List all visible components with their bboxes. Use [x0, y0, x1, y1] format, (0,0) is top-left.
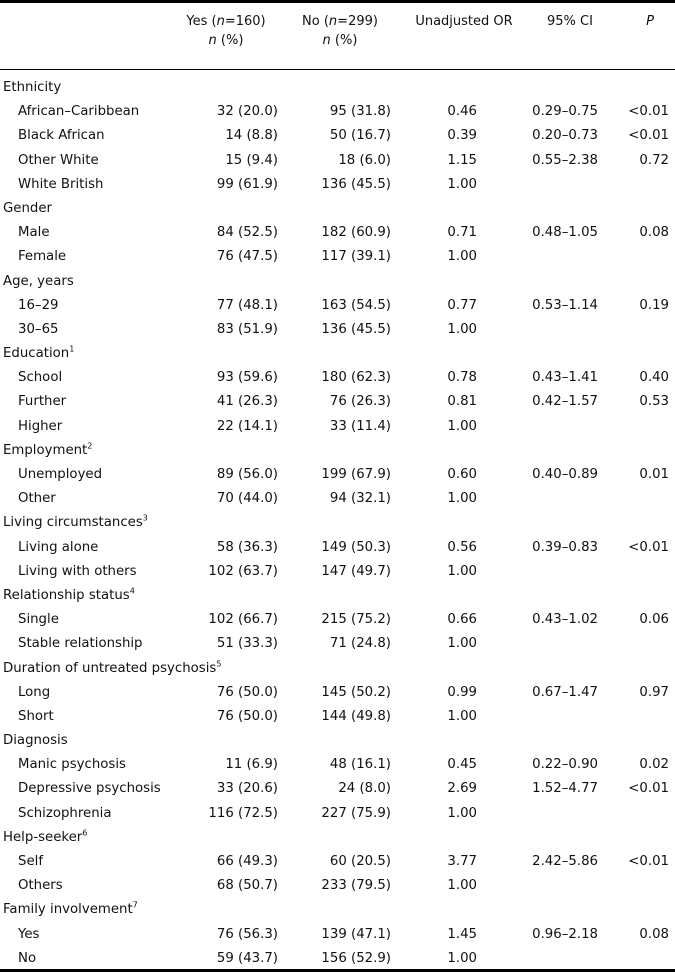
confidence-interval-cell: 0.40–0.89: [532, 467, 598, 482]
p-value-cell: 0.40: [639, 370, 669, 386]
table-row: [0, 245, 675, 269]
table-row: [0, 947, 675, 971]
footnote-marker: 2: [87, 441, 93, 451]
row-label: Stable relationship: [18, 636, 143, 652]
yes-count-cell: 32 (20.0): [216, 104, 278, 120]
section-label: Employment$^2$: [3, 441, 93, 458]
yes-count-cell: 15 (9.4): [225, 152, 278, 168]
row-label: Short: [18, 708, 54, 724]
yes-count-cell: 76 (50.0): [216, 708, 278, 724]
header-yes: Yes (n=160) n (%): [186, 14, 266, 48]
row-label: No: [18, 950, 37, 966]
row-label: Manic psychosis: [18, 757, 126, 773]
p-value-cell: 0.53: [639, 394, 669, 410]
table-row: [0, 705, 675, 729]
no-count-cell: 182 (60.9): [321, 225, 391, 241]
yes-count-cell: 89 (56.0): [216, 467, 278, 482]
confidence-interval-cell: 0.96–2.18: [532, 926, 598, 942]
odds-ratio-cell: 0.99: [447, 684, 477, 700]
section-heading: [0, 439, 675, 463]
footnote-marker: 6: [82, 828, 88, 838]
table-top-rule: [0, 0, 675, 3]
p-value-cell: <0.01: [628, 539, 669, 555]
section-label: Duration of untreated psychosis$^5$: [3, 659, 222, 676]
yes-count-cell: 102 (66.7): [208, 612, 278, 628]
no-count-cell: 147 (49.7): [321, 563, 391, 579]
confidence-interval-cell: 0.22–0.90: [532, 757, 598, 773]
yes-count-cell: 41 (26.3): [216, 394, 278, 410]
yes-count-cell: 76 (50.0): [216, 684, 278, 700]
odds-ratio-cell: 1.45: [447, 926, 477, 942]
row-label: Self: [18, 854, 43, 869]
confidence-interval-cell: 0.53–1.14: [532, 297, 598, 313]
table-row: [0, 608, 675, 632]
odds-ratio-cell: 1.00: [447, 708, 477, 724]
yes-count-cell: 76 (47.5): [216, 249, 278, 265]
table-row: [0, 149, 675, 173]
yes-count-cell: 99 (61.9): [216, 176, 278, 192]
section-heading: [0, 270, 675, 294]
section-label: Relationship status$^4$: [3, 586, 135, 603]
no-count-cell: 71 (24.8): [329, 636, 391, 652]
yes-count-cell: 93 (59.6): [216, 370, 278, 386]
table-row: [0, 560, 675, 584]
p-value-cell: <0.01: [628, 781, 669, 797]
section-heading: [0, 511, 675, 535]
row-label: Other: [18, 491, 56, 507]
odds-ratio-cell: 1.00: [447, 491, 477, 507]
section-heading: [0, 657, 675, 681]
section-heading: [0, 197, 675, 221]
table-row: [0, 536, 675, 560]
no-count-cell: 18 (6.0): [338, 152, 391, 168]
odds-ratio-cell: 0.66: [447, 612, 477, 628]
no-count-cell: 136 (45.5): [321, 321, 391, 337]
odds-ratio-cell: 1.00: [447, 950, 477, 966]
no-count-cell: 163 (54.5): [321, 297, 391, 313]
no-count-cell: 145 (50.2): [321, 684, 391, 700]
section-heading: [0, 898, 675, 922]
yes-count-cell: 70 (44.0): [216, 491, 278, 507]
section-label: Help-seeker$^6$: [3, 828, 88, 845]
confidence-interval-cell: 0.42–1.57: [532, 394, 598, 410]
odds-ratio-cell: 1.00: [447, 878, 477, 894]
section-label: Gender: [3, 200, 52, 216]
table-body: [0, 76, 675, 971]
table-row: [0, 415, 675, 439]
p-value-cell: 0.19: [639, 297, 669, 313]
row-label: 16–29: [18, 297, 59, 313]
yes-count-cell: 66 (49.3): [216, 854, 278, 869]
table-row: [0, 100, 675, 124]
section-heading: [0, 584, 675, 608]
row-label: Depressive psychosis: [18, 781, 161, 797]
yes-count-cell: 102 (63.7): [208, 563, 278, 579]
no-count-cell: 149 (50.3): [321, 539, 391, 555]
row-label: Other White: [18, 152, 99, 168]
no-count-cell: 136 (45.5): [321, 176, 391, 192]
odds-ratio-cell: 3.77: [447, 854, 477, 869]
header-unadjusted-or: Unadjusted OR: [415, 14, 513, 29]
footnote-marker: 3: [142, 513, 148, 523]
odds-ratio-cell: 2.69: [447, 781, 477, 797]
section-heading: [0, 342, 675, 366]
section-label: Family involvement$^7$: [3, 900, 138, 918]
row-label: School: [18, 370, 63, 386]
no-count-cell: 117 (39.1): [321, 249, 391, 265]
odds-ratio-cell: 0.60: [447, 467, 477, 482]
footnote-marker: 1: [69, 344, 75, 354]
confidence-interval-cell: 0.67–1.47: [532, 684, 598, 700]
yes-count-cell: 83 (51.9): [216, 321, 278, 337]
no-count-cell: 95 (31.8): [329, 104, 391, 120]
table-row: [0, 463, 675, 487]
yes-count-cell: 14 (8.8): [225, 128, 278, 144]
header-95-ci: 95% CI: [547, 14, 593, 29]
no-count-cell: 215 (75.2): [321, 612, 391, 628]
p-value-cell: 0.97: [639, 684, 669, 700]
confidence-interval-cell: 0.29–0.75: [532, 104, 598, 120]
odds-ratio-cell: 0.77: [447, 297, 477, 313]
yes-count-cell: 68 (50.7): [216, 878, 278, 894]
row-label: Male: [18, 225, 50, 241]
row-label: Living with others: [18, 563, 137, 579]
p-value-cell: <0.01: [628, 854, 669, 869]
row-label: Single: [18, 612, 59, 628]
no-count-cell: 76 (26.3): [329, 394, 391, 410]
p-value-cell: 0.01: [639, 467, 669, 482]
odds-ratio-cell: 1.00: [447, 249, 477, 265]
p-value-cell: 0.02: [639, 757, 669, 773]
row-label: Female: [18, 249, 67, 265]
yes-count-cell: 116 (72.5): [208, 805, 278, 821]
yes-count-cell: 33 (20.6): [216, 781, 278, 797]
table-row: [0, 390, 675, 414]
table-row: [0, 777, 675, 801]
table-row: [0, 487, 675, 511]
no-count-cell: 144 (49.8): [321, 708, 391, 724]
confidence-interval-cell: 2.42–5.86: [532, 854, 598, 869]
no-count-cell: 94 (32.1): [329, 491, 391, 507]
odds-ratio-cell: 0.56: [447, 539, 477, 555]
footnote-marker: 5: [216, 659, 222, 669]
row-label: White British: [18, 176, 104, 192]
confidence-interval-cell: 1.52–4.77: [532, 781, 598, 797]
p-value-cell: 0.06: [639, 612, 669, 628]
table-row: [0, 753, 675, 777]
no-count-cell: 227 (75.9): [321, 805, 391, 821]
confidence-interval-cell: 0.43–1.41: [532, 370, 598, 386]
odds-ratio-cell: 0.46: [447, 104, 477, 120]
odds-ratio-cell: 1.00: [447, 176, 477, 192]
row-label: Black African: [18, 128, 105, 144]
row-label: 30–65: [18, 321, 59, 337]
table-row: [0, 318, 675, 342]
table-header-rule: [0, 69, 675, 70]
row-label: Further: [18, 394, 67, 410]
confidence-interval-cell: 0.43–1.02: [532, 612, 598, 628]
table-bottom-rule: [0, 969, 675, 972]
section-heading: [0, 729, 675, 753]
odds-ratio-cell: 1.00: [447, 321, 477, 337]
row-label: Long: [18, 684, 51, 700]
section-label: Education$^1$: [3, 344, 75, 362]
row-label: Higher: [18, 418, 63, 434]
row-label: African–Caribbean: [18, 104, 140, 120]
odds-ratio-cell: 1.15: [447, 152, 477, 168]
table-row: [0, 173, 675, 197]
no-count-cell: 180 (62.3): [321, 370, 391, 386]
yes-count-cell: 59 (43.7): [216, 950, 278, 966]
row-label: Schizophrenia: [18, 805, 112, 821]
odds-ratio-cell: 1.00: [447, 563, 477, 579]
yes-count-cell: 51 (33.3): [216, 636, 278, 652]
table-row: [0, 923, 675, 947]
row-label: Yes: [18, 926, 40, 942]
p-value-cell: 0.08: [639, 926, 669, 942]
no-count-cell: 233 (79.5): [321, 878, 391, 894]
no-count-cell: 33 (11.4): [329, 418, 391, 434]
table-row: [0, 124, 675, 148]
yes-count-cell: 76 (56.3): [216, 926, 278, 942]
confidence-interval-cell: 0.55–2.38: [532, 152, 598, 168]
p-value-cell: <0.01: [628, 128, 669, 144]
row-label: Unemployed: [18, 467, 103, 482]
table-row: [0, 681, 675, 705]
header-p-value: P: [646, 14, 654, 29]
yes-count-cell: 84 (52.5): [216, 225, 278, 241]
section-label: Diagnosis: [3, 733, 68, 749]
yes-count-cell: 58 (36.3): [216, 539, 278, 555]
no-count-cell: 24 (8.0): [338, 781, 391, 797]
odds-ratio-cell: 1.00: [447, 418, 477, 434]
section-heading: [0, 826, 675, 850]
section-label: Living circumstances$^3$: [3, 513, 148, 531]
footnote-marker: 7: [132, 900, 138, 910]
odds-ratio-cell: 0.45: [447, 757, 477, 773]
no-count-cell: 199 (67.9): [321, 467, 391, 482]
no-count-cell: 156 (52.9): [321, 950, 391, 966]
yes-count-cell: 77 (48.1): [216, 297, 278, 313]
table-row: [0, 850, 675, 874]
confidence-interval-cell: 0.48–1.05: [532, 225, 598, 241]
p-value-cell: <0.01: [628, 104, 669, 120]
section-heading: [0, 76, 675, 100]
odds-ratio-cell: 0.81: [447, 394, 477, 410]
odds-ratio-cell: 0.78: [447, 370, 477, 386]
odds-ratio-cell: 1.00: [447, 636, 477, 652]
confidence-interval-cell: 0.39–0.83: [532, 539, 598, 555]
row-label: Living alone: [18, 539, 99, 555]
yes-count-cell: 22 (14.1): [216, 418, 278, 434]
no-count-cell: 139 (47.1): [321, 926, 391, 942]
yes-count-cell: 11 (6.9): [225, 757, 278, 773]
header-no: No (n=299) n (%): [302, 14, 378, 48]
row-label: Others: [18, 878, 63, 894]
no-count-cell: 50 (16.7): [329, 128, 391, 144]
p-value-cell: 0.72: [639, 152, 669, 168]
odds-ratio-cell: 1.00: [447, 805, 477, 821]
section-label: Age, years: [3, 273, 74, 289]
no-count-cell: 60 (20.5): [329, 854, 391, 869]
odds-ratio-cell: 0.39: [447, 128, 477, 144]
table-row: [0, 366, 675, 390]
table-row: [0, 874, 675, 898]
table-row: [0, 221, 675, 245]
no-count-cell: 48 (16.1): [329, 757, 391, 773]
table-row: [0, 802, 675, 826]
table-row: [0, 294, 675, 318]
p-value-cell: 0.08: [639, 225, 669, 241]
section-label: Ethnicity: [3, 80, 62, 95]
footnote-marker: 4: [129, 586, 135, 596]
odds-ratio-cell: 0.71: [447, 225, 477, 241]
table-row: [0, 632, 675, 656]
confidence-interval-cell: 0.20–0.73: [532, 128, 598, 144]
